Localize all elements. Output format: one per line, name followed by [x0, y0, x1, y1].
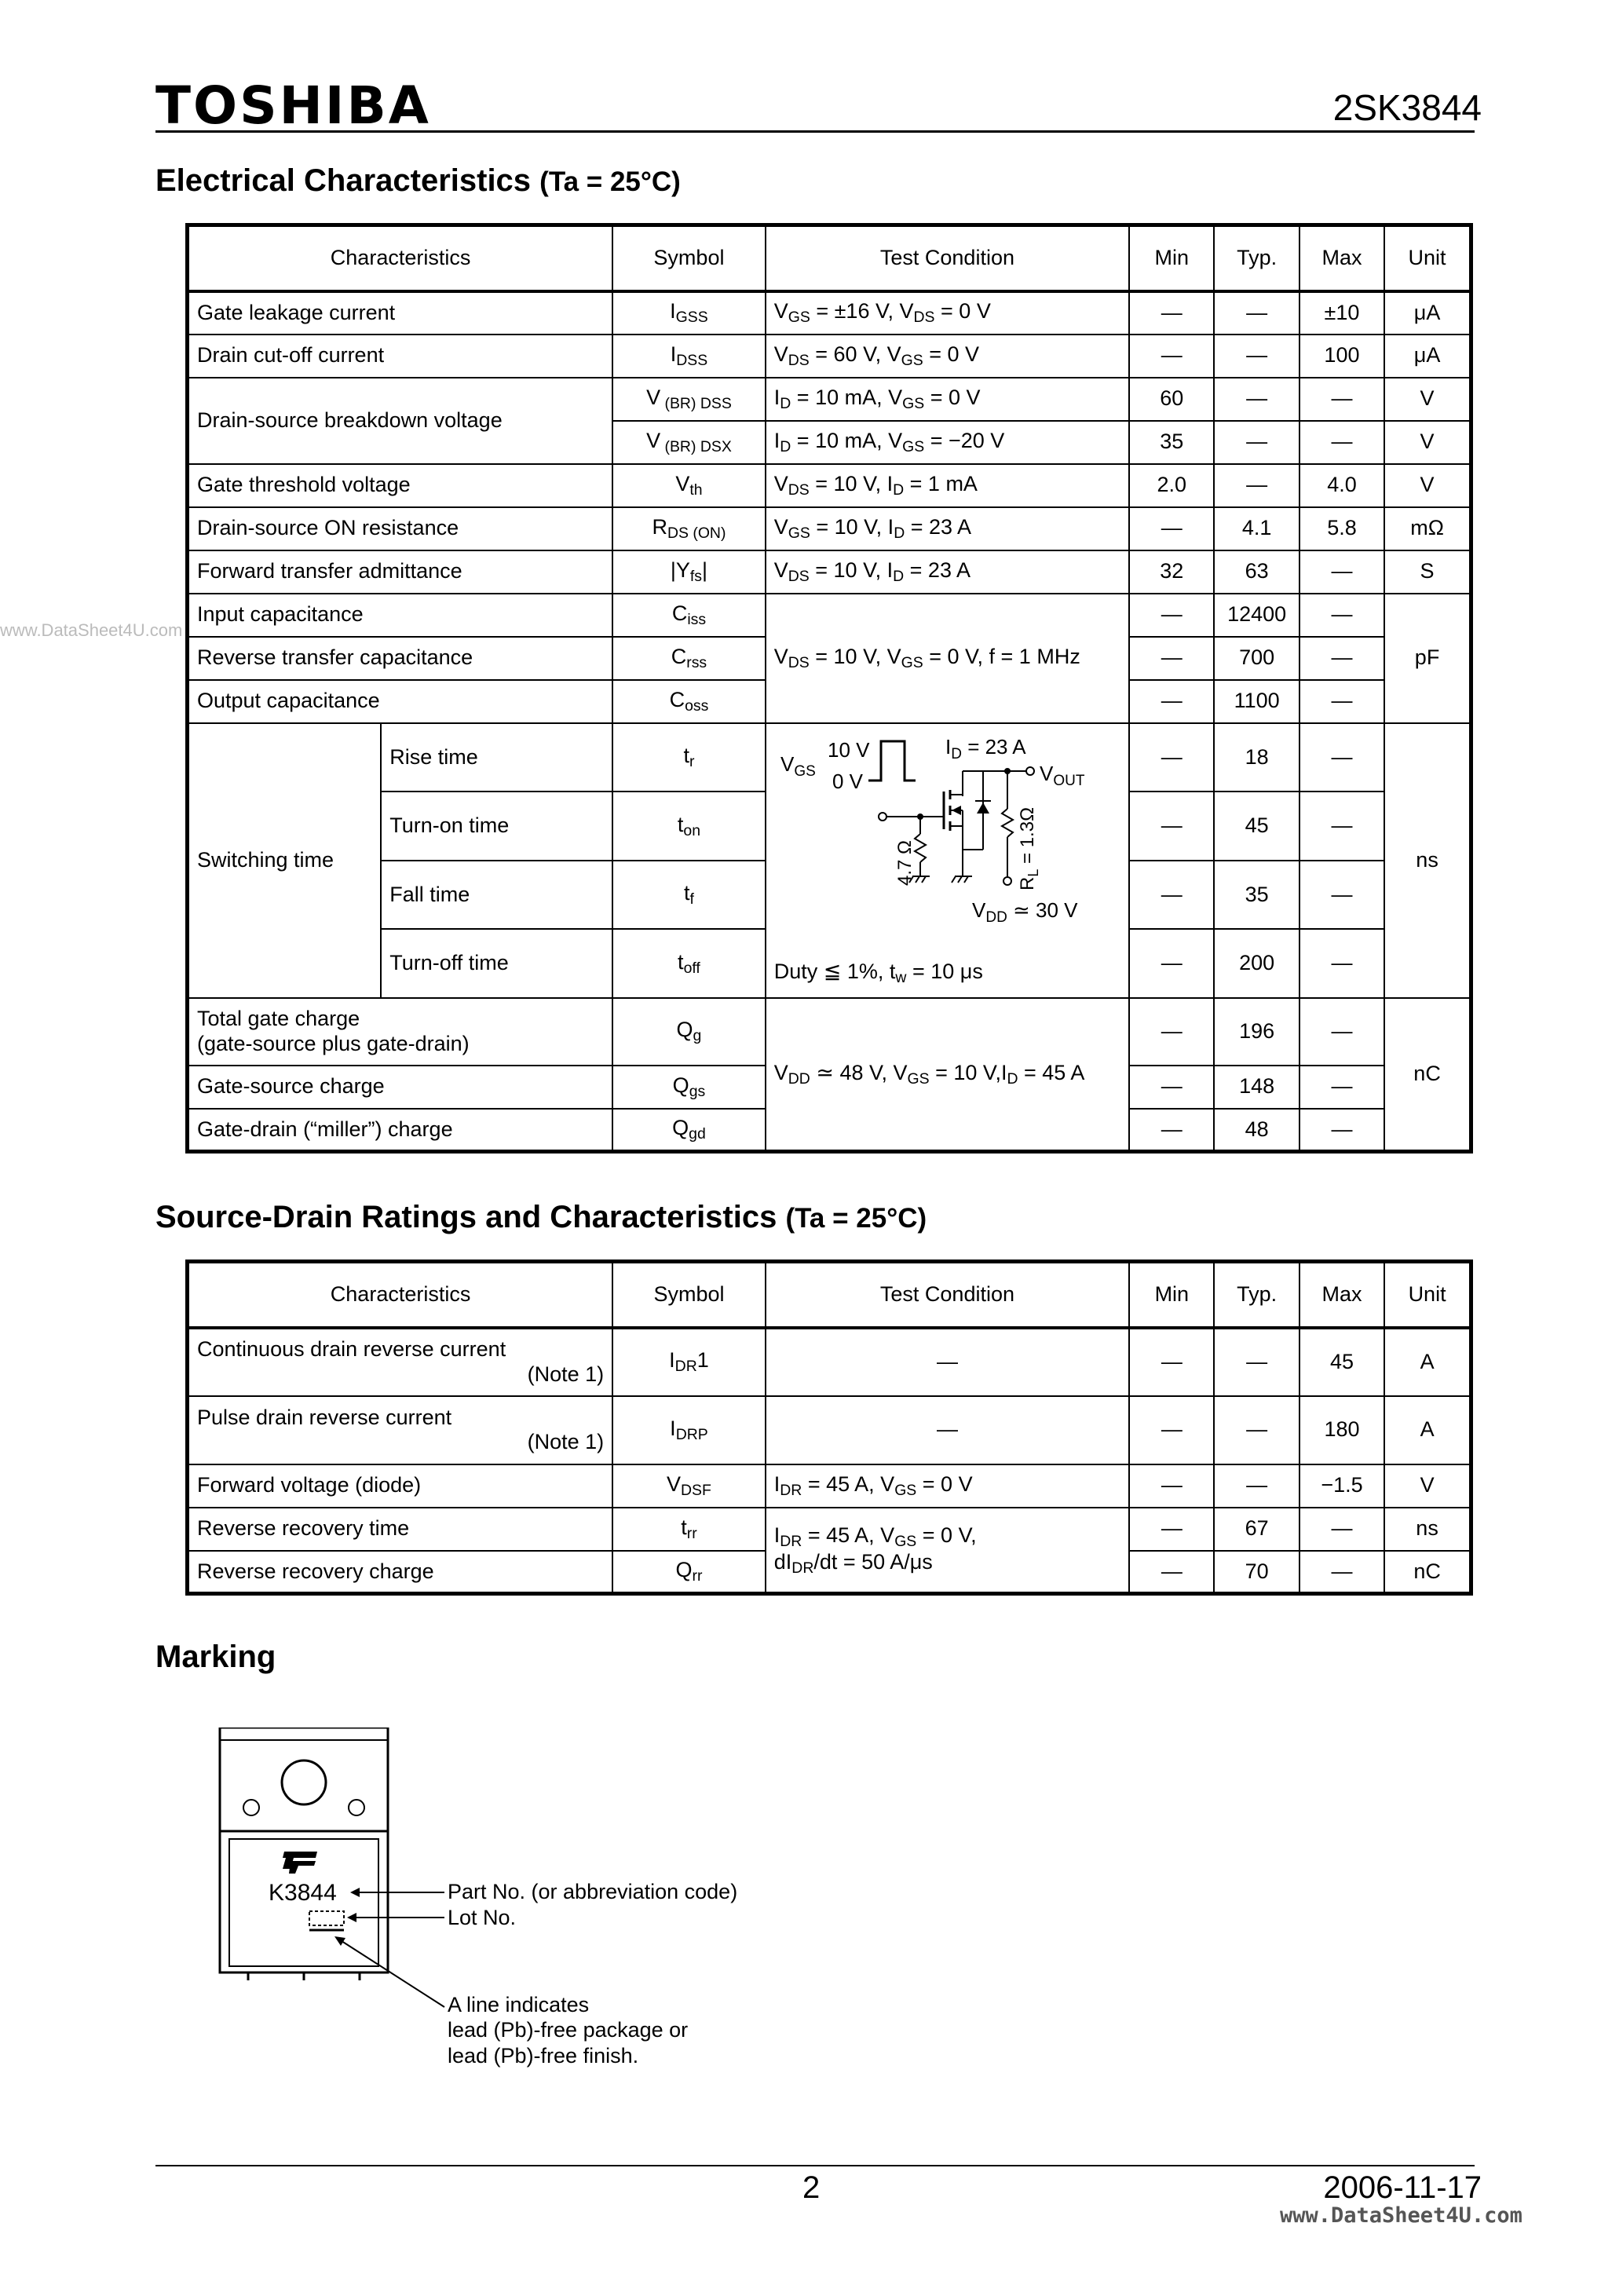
watermark-footer: www.DataSheet4U.com	[1280, 2203, 1522, 2228]
typ-cell: 67	[1214, 1508, 1299, 1551]
watermark-left: www.DataSheet4U.com	[0, 620, 183, 640]
unit-cell: A	[1384, 1328, 1471, 1396]
duty-cycle-note: Duty ≦ 1%, $t_w = 10$ μs	[773, 959, 983, 986]
header-unit: Unit	[1384, 225, 1471, 291]
symbol-cell: $I_{DR}1$	[612, 1328, 766, 1396]
circuit-vout-label: $V_{OUT}$	[1039, 761, 1085, 789]
char-cell: Rise time	[381, 723, 612, 792]
page-number: 2	[802, 2170, 821, 2205]
header-max: Max	[1299, 225, 1384, 291]
max-cell: −1.5	[1299, 1464, 1384, 1508]
symbol-cell: $I_{GSS}$	[612, 291, 766, 335]
header-characteristics: Characteristics	[188, 1262, 613, 1328]
min-cell: —	[1129, 291, 1214, 335]
typ-cell: —	[1214, 335, 1299, 378]
table-row	[188, 1328, 1471, 1396]
symbol-cell: $C_{rss}$	[612, 637, 766, 680]
section-title-condition: (Ta = 25°C)	[785, 1203, 927, 1234]
max-cell: —	[1299, 1066, 1384, 1109]
min-cell: —	[1129, 335, 1214, 378]
table-row	[188, 507, 1471, 550]
char-cell: Gate leakage current	[188, 291, 613, 335]
ground-hatch-1	[952, 876, 956, 883]
symbol-cell: $t_{on}$	[612, 792, 766, 861]
min-cell: —	[1129, 507, 1214, 550]
char-cell: Input capacitance	[188, 594, 613, 637]
symbol-cell: $Q_{rr}$	[612, 1551, 766, 1594]
typ-cell: 35	[1214, 861, 1299, 930]
char-cell: Drain-source breakdown voltage	[188, 378, 613, 464]
unit-cell: nC	[1384, 1551, 1471, 1594]
table-row	[188, 1464, 1471, 1508]
header-rule	[155, 130, 1475, 133]
typ-cell: —	[1214, 1464, 1299, 1508]
typ-cell: 196	[1214, 998, 1299, 1066]
min-cell: —	[1129, 637, 1214, 680]
symbol-cell: $Q_{gs}$	[612, 1066, 766, 1109]
min-cell: —	[1129, 1396, 1214, 1464]
test-cell: $I_D = 10$ mA, $V_{GS} = 0$ V	[766, 378, 1129, 421]
table-row	[188, 378, 1471, 421]
test-cell: —	[766, 1396, 1129, 1464]
table-row	[188, 723, 1471, 792]
max-cell: —	[1299, 861, 1384, 930]
max-cell: —	[1299, 1551, 1384, 1594]
pulse-waveform	[868, 741, 916, 781]
char-cell: Output capacitance	[188, 680, 613, 723]
header-test-condition: Test Condition	[766, 1262, 1129, 1328]
max-cell: —	[1299, 1109, 1384, 1152]
table-row	[188, 998, 1471, 1066]
unit-cell: μA	[1384, 291, 1471, 335]
test-circuit-diagram	[766, 724, 1129, 997]
char-cell: Drain-source ON resistance	[188, 507, 613, 550]
max-cell: —	[1299, 550, 1384, 594]
min-cell: 32	[1129, 550, 1214, 594]
table-row	[188, 594, 1471, 637]
test-cell: $I_{DR} = 45$ A, $V_{GS} = 0$ V, $dI_{DR}/dt = 50$ A/μs	[766, 1508, 1129, 1594]
min-cell: —	[1129, 1066, 1214, 1109]
small-hole-left	[243, 1800, 259, 1815]
unit-cell: S	[1384, 550, 1471, 594]
test-cell: $I_D = 10$ mA, $V_{GS} = -20$ V	[766, 421, 1129, 464]
char-cell: Turn-off time	[381, 929, 612, 998]
min-cell: —	[1129, 1328, 1214, 1396]
circuit-vgs-label: $V_{GS}$	[780, 751, 816, 780]
section-title-condition: (Ta = 25°C)	[539, 166, 681, 197]
char-text: Continuous drain reverse current	[197, 1337, 506, 1362]
section-title-text: Electrical Characteristics	[155, 163, 532, 198]
symbol-cell: $|Y_{fs}|$	[612, 550, 766, 594]
char-cell: Drain cut-off current	[188, 335, 613, 378]
gate-input-terminal	[879, 813, 886, 821]
vdd-terminal	[1003, 877, 1011, 885]
typ-cell: 45	[1214, 792, 1299, 861]
char-cell: Fall time	[381, 861, 612, 930]
min-cell: —	[1129, 723, 1214, 792]
test-cell: $V_{GS} = 10$ V, $I_D = 23$ A	[766, 507, 1129, 550]
min-cell: —	[1129, 1109, 1214, 1152]
max-cell: 100	[1299, 335, 1384, 378]
header-test-condition: Test Condition	[766, 225, 1129, 291]
table-row	[188, 1508, 1471, 1551]
circuit-rl-label: $R_L = 1.3\Omega$	[1016, 806, 1041, 890]
symbol-cell: $Q_{gd}$	[612, 1109, 766, 1152]
max-cell: 180	[1299, 1396, 1384, 1464]
char-cell: Gate-drain (“miller”) charge	[188, 1109, 613, 1152]
char-cell: Forward transfer admittance	[188, 550, 613, 594]
typ-cell: 12400	[1214, 594, 1299, 637]
note-ref: (Note 1)	[527, 1362, 605, 1386]
symbol-cell: $C_{oss}$	[612, 680, 766, 723]
note-ref: (Note 1)	[527, 1430, 605, 1453]
circuit-0v-label: 0 V	[832, 769, 863, 793]
table-row	[188, 464, 1471, 507]
typ-cell: 63	[1214, 550, 1299, 594]
unit-cell: ns	[1384, 1508, 1471, 1551]
test-cell: $V_{DS} = 10$ V, $I_D = 23$ A	[766, 550, 1129, 594]
char-cell: Forward voltage (diode)	[188, 1464, 613, 1508]
char-cell: Reverse recovery charge	[188, 1551, 613, 1594]
min-cell: —	[1129, 861, 1214, 930]
max-cell: —	[1299, 792, 1384, 861]
header-unit: Unit	[1384, 1262, 1471, 1328]
typ-cell: 48	[1214, 1109, 1299, 1152]
char-cell: Gate threshold voltage	[188, 464, 613, 507]
footer-rule	[155, 2165, 1475, 2166]
typ-cell: —	[1214, 421, 1299, 464]
unit-cell: pF	[1384, 594, 1471, 723]
min-cell: 35	[1129, 421, 1214, 464]
body-diode	[977, 803, 989, 813]
max-cell: 5.8	[1299, 507, 1384, 550]
max-cell: —	[1299, 1508, 1384, 1551]
test-cell: $V_{DS} = 60$ V, $V_{GS} = 0$ V	[766, 335, 1129, 378]
min-cell: —	[1129, 1464, 1214, 1508]
header-min: Min	[1129, 225, 1214, 291]
unit-cell: μA	[1384, 335, 1471, 378]
char-cell: Turn-on time	[381, 792, 612, 861]
typ-cell: 200	[1214, 929, 1299, 998]
max-cell: 45	[1299, 1328, 1384, 1396]
max-cell: —	[1299, 378, 1384, 421]
typ-cell: 18	[1214, 723, 1299, 792]
table-row	[188, 291, 1471, 335]
symbol-cell: $I_{DSS}$	[612, 335, 766, 378]
test-cell: $V_{DS} = 10$ V, $I_D = 1$ mA	[766, 464, 1129, 507]
min-cell: —	[1129, 1551, 1214, 1594]
char-cell	[188, 1396, 613, 1464]
min-cell: —	[1129, 1508, 1214, 1551]
rg-ground-hatch-3	[922, 876, 926, 883]
unit-cell: V	[1384, 421, 1471, 464]
symbol-cell: V $_{(BR) DSX}$	[612, 421, 766, 464]
char-cell-switching: Switching time	[188, 723, 382, 998]
typ-cell: 70	[1214, 1551, 1299, 1594]
part-number: 2SK3844	[1332, 87, 1482, 128]
electrical-characteristics-table	[185, 223, 1473, 1153]
footer-date: 2006-11-17	[1323, 2170, 1482, 2205]
min-cell: —	[1129, 929, 1214, 998]
header-typ: Typ.	[1214, 225, 1299, 291]
typ-cell: 1100	[1214, 680, 1299, 723]
table-row	[188, 335, 1471, 378]
source-drain-table	[185, 1260, 1473, 1596]
unit-cell: V	[1384, 378, 1471, 421]
max-cell: —	[1299, 680, 1384, 723]
max-cell: —	[1299, 929, 1384, 998]
section-title-text: Source-Drain Ratings and Characteristics	[155, 1200, 777, 1234]
table-row	[188, 550, 1471, 594]
ground-hatch-2	[958, 876, 962, 883]
max-cell: 4.0	[1299, 464, 1384, 507]
char-text: Pulse drain reverse current	[197, 1405, 452, 1429]
max-cell: —	[1299, 723, 1384, 792]
unit-cell: nC	[1384, 998, 1471, 1152]
char-cell: Reverse transfer capacitance	[188, 637, 613, 680]
symbol-cell: $t_{rr}$	[612, 1508, 766, 1551]
circuit-rg-label: 4.7 Ω	[894, 839, 916, 886]
char-cell: Total gate charge (gate-source plus gate-drain)	[188, 998, 613, 1066]
unit-cell: ns	[1384, 723, 1471, 998]
header-typ: Typ.	[1214, 1262, 1299, 1328]
typ-cell: 148	[1214, 1066, 1299, 1109]
section-title-marking: Marking	[155, 1640, 276, 1674]
symbol-cell: $t_r$	[612, 723, 766, 792]
rl-resistor	[1002, 809, 1013, 837]
header-min: Min	[1129, 1262, 1214, 1328]
typ-cell: —	[1214, 1396, 1299, 1464]
switching-test-circuit	[766, 723, 1129, 998]
symbol-cell: V $_{(BR) DSS}$	[612, 378, 766, 421]
header-max: Max	[1299, 1262, 1384, 1328]
symbol-cell: $V_{th}$	[612, 464, 766, 507]
header-characteristics: Characteristics	[188, 225, 613, 291]
brand-logo: TOSHIBA	[155, 75, 431, 136]
symbol-cell: $C_{iss}$	[612, 594, 766, 637]
package-part-code: K3844	[269, 1880, 337, 1906]
symbol-cell: $I_{DRP}$	[612, 1396, 766, 1464]
char-cell	[188, 1328, 613, 1396]
typ-cell: —	[1214, 291, 1299, 335]
symbol-cell: $t_f$	[612, 861, 766, 930]
unit-cell: V	[1384, 1464, 1471, 1508]
char-cell: Gate-source charge	[188, 1066, 613, 1109]
label-pb-free-note: A line indicates lead (Pb)-free package or lead (Pb)-free finish.	[448, 1993, 689, 2067]
typ-cell: 4.1	[1214, 507, 1299, 550]
symbol-cell: $R_{DS (ON)}$	[612, 507, 766, 550]
table-header-row	[188, 1262, 1471, 1328]
header-symbol: Symbol	[612, 1262, 766, 1328]
header-symbol: Symbol	[612, 225, 766, 291]
max-cell: —	[1299, 998, 1384, 1066]
min-cell: 60	[1129, 378, 1214, 421]
unit-cell: mΩ	[1384, 507, 1471, 550]
symbol-cell: $V_{DSF}$	[612, 1464, 766, 1508]
typ-cell: 700	[1214, 637, 1299, 680]
test-cell: —	[766, 1328, 1129, 1396]
circuit-id-label: $I_D = 23$ A	[945, 734, 1026, 762]
max-cell: —	[1299, 594, 1384, 637]
test-cell: $V_{DD}$ ≃ 48 V, $V_{GS} = 10$ $V,I_D = 45$ A	[766, 998, 1129, 1152]
max-cell: ±10	[1299, 291, 1384, 335]
symbol-cell: $t_{off}$	[612, 929, 766, 998]
small-hole-right	[349, 1800, 364, 1815]
section-title-electrical	[155, 163, 681, 199]
char-cell: Reverse recovery time	[188, 1508, 613, 1551]
circuit-10v-label: 10 V	[827, 737, 870, 762]
unit-cell: A	[1384, 1396, 1471, 1464]
label-part-number: Part No. (or abbreviation code)	[448, 1880, 738, 1903]
label-lot-number: Lot No.	[448, 1906, 517, 1929]
min-cell: —	[1129, 998, 1214, 1066]
min-cell: —	[1129, 680, 1214, 723]
test-cell: $V_{GS} = \pm 16$ V, $V_{DS} = 0$ V	[766, 291, 1129, 335]
table-row	[188, 1396, 1471, 1464]
ground-hatch-3	[964, 876, 968, 883]
section-title-source-drain	[155, 1200, 927, 1235]
mounting-hole	[282, 1760, 326, 1804]
min-cell: —	[1129, 594, 1214, 637]
rg-resistor	[915, 834, 926, 862]
min-cell: 2.0	[1129, 464, 1214, 507]
test-cell: $I_{DR} = 45$ A, $V_{GS} = 0$ V	[766, 1464, 1129, 1508]
max-cell: —	[1299, 421, 1384, 464]
table-header-row	[188, 225, 1471, 291]
typ-cell: —	[1214, 378, 1299, 421]
unit-cell: V	[1384, 464, 1471, 507]
symbol-cell: $Q_g$	[612, 998, 766, 1066]
circuit-vdd-label: $V_{DD}$ ≃ 30 V	[971, 898, 1078, 926]
max-cell: —	[1299, 637, 1384, 680]
test-cell: $V_{DS} = 10$ V, $V_{GS} = 0$ V, f = 1 MHz	[766, 594, 1129, 723]
typ-cell: —	[1214, 464, 1299, 507]
vout-terminal	[1026, 767, 1034, 775]
typ-cell: —	[1214, 1328, 1299, 1396]
rg-ground-hatch-2	[916, 876, 919, 883]
min-cell: —	[1129, 792, 1214, 861]
